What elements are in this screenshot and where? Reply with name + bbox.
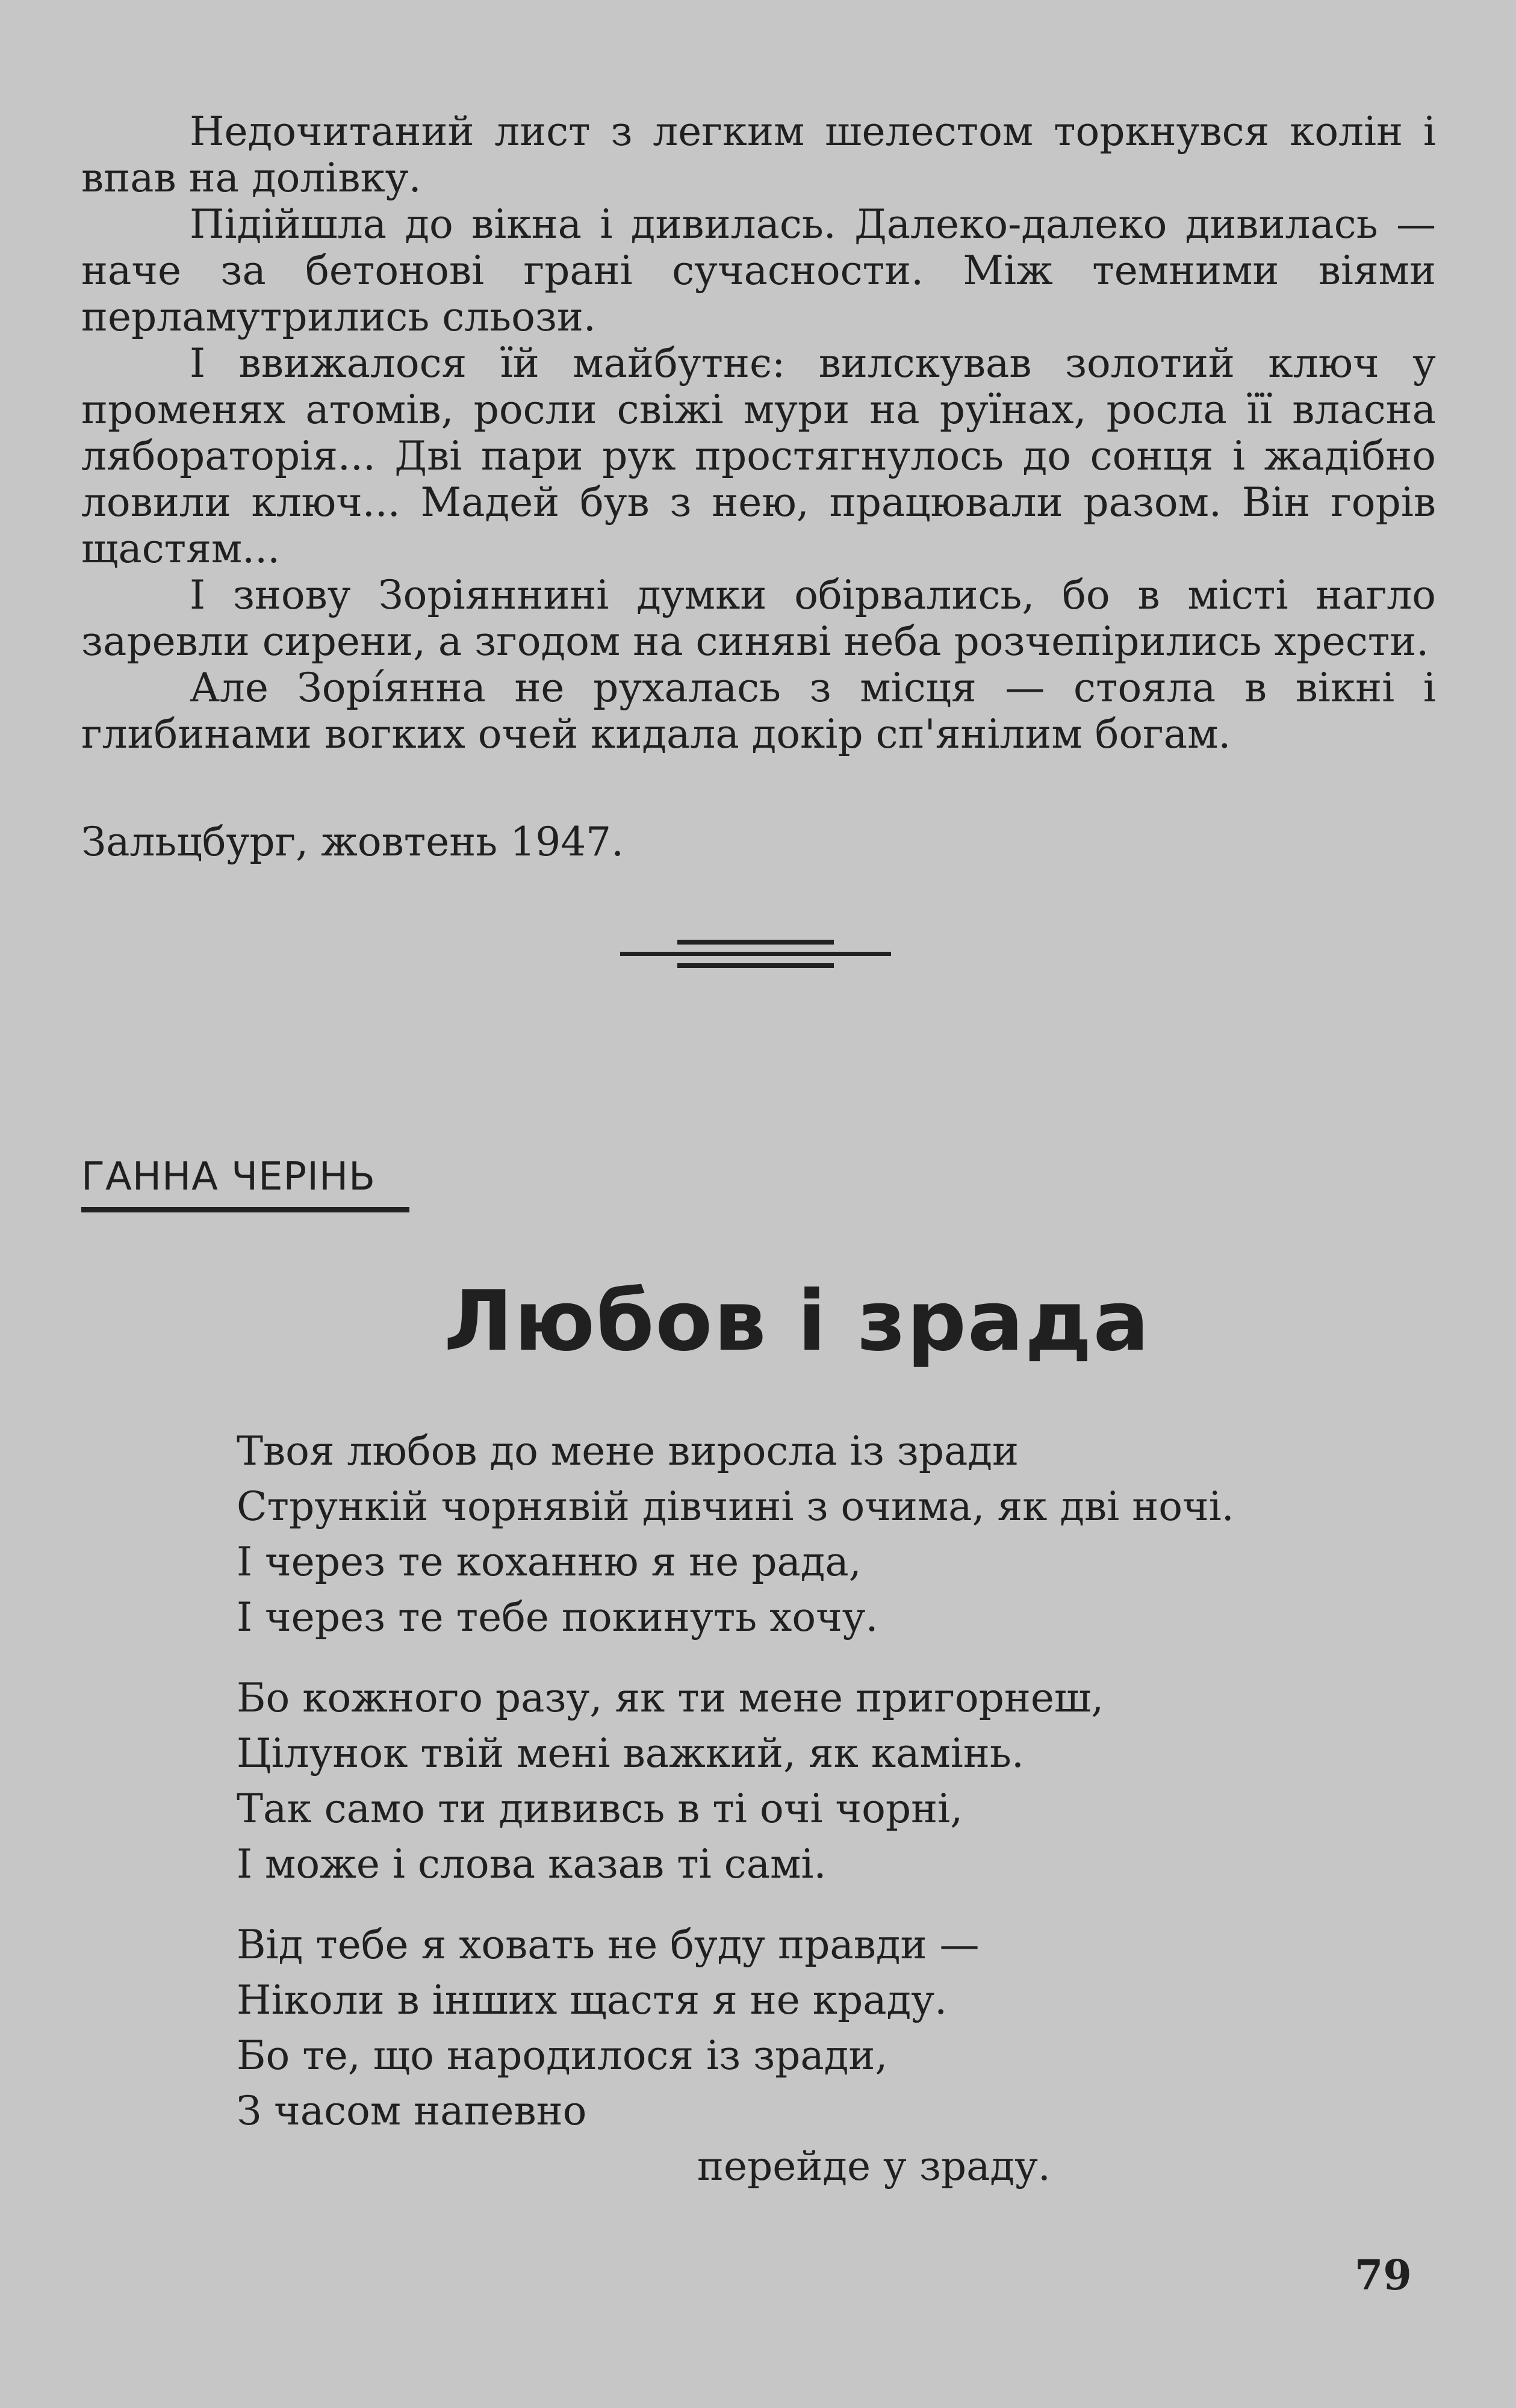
poem-line: І може і слова казав ті самі. [237,1841,827,1887]
author-name: ГАННА ЧЕРІНЬ [81,1155,376,1199]
prose-paragraph: Але Зорíянна не рухалась з місця — стояла в вікні і глибинами вогких очей кидала докір сп'янілим богам. [81,665,1436,757]
poem-stanza [237,1917,1381,2194]
divider-line [620,952,891,956]
poem-line: З часом напевно [237,2088,587,2134]
poem-line: Цілунок твій мені важкий, як камінь. [237,1730,1024,1777]
poem-stanza [237,1424,1381,1645]
divider-line [677,963,834,968]
poem-line: Ніколи в інших щастя я не краду. [237,1977,948,2023]
divider-line [677,940,834,945]
author-underline [81,1207,409,1212]
poem-line: Бо те, що народилося із зради, [237,2032,888,2079]
prose-paragraph: І знову Зоріяннині думки обірвались, бо в місті нагло заревли сирени, а згодом на синяві неба розчепірились хрести. [81,572,1436,665]
poem-line: Від тебе я ховать не буду правди — [237,1922,980,1968]
prose-paragraph: І ввижалося їй майбутнє: вилскував золотий ключ у променях атомів, росли свіжі мури на руїнах, росла її власна ляборатopія... Дві пари рук простягнулось до сонця і жадібно ловили ключ... Мадей був з нею, працювали разом. Він горів щастям... [81,340,1436,572]
poem-body [237,1424,1381,2220]
poem-line: І через те коханню я не рада, [237,1539,862,1585]
poem-line: Стрункій чорнявій дівчині з очима, як дві ночі. [237,1483,1234,1530]
poem-stanza [237,1671,1381,1892]
poem-line: перейде у зраду. [697,2143,1051,2189]
prose-text [81,108,1436,757]
page-number: 79 [1355,2251,1412,2300]
section-divider [620,936,891,972]
poem-line: Бо кожного разу, як ти мене пригорнеш, [237,1675,1104,1721]
prose-paragraph: Недочитаний лист з легким шелестом торкнувся колін і впав на долівку. [81,108,1436,201]
poem-title: Любов і зрада [444,1273,1151,1370]
poem-line: І через те тебе покинуть хочу. [237,1594,878,1640]
place-date-signature: Зальцбург, жовтень 1947. [81,819,624,865]
poem-line: Твоя любов до мене виросла із зради [237,1428,1019,1474]
poem-line: Так само ти дививсь в ті очі чорні, [237,1786,963,1832]
prose-paragraph: Підійшла до вікна і дивилась. Далеко-далеко дивилась — наче за бетонові грані сучасности. Між темними віями перламутрились сльози. [81,201,1436,340]
